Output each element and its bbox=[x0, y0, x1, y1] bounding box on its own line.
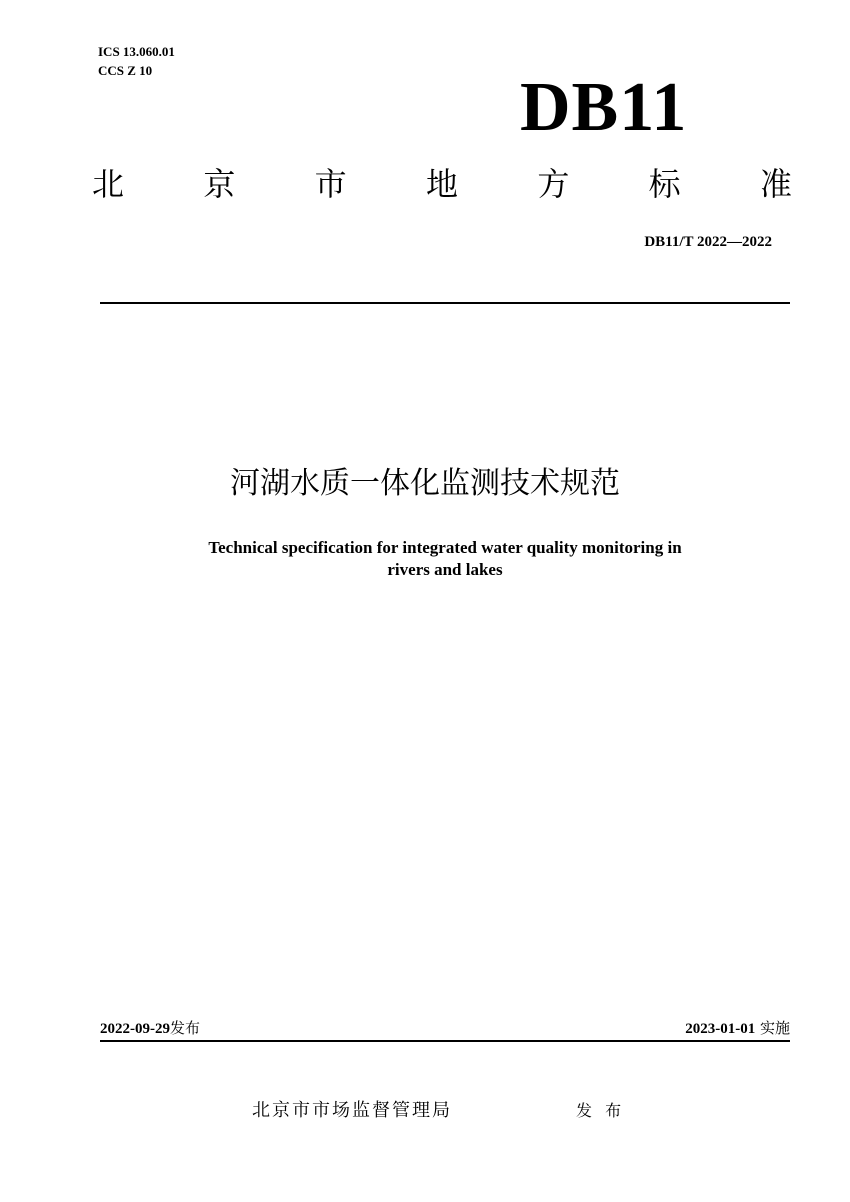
standard-name-char: 准 bbox=[759, 165, 792, 203]
standard-name-char: 地 bbox=[425, 165, 458, 203]
issue-label: 发布 bbox=[170, 1019, 201, 1037]
implementation-date: 2023-01-01 bbox=[685, 1021, 756, 1037]
top-divider bbox=[100, 302, 790, 304]
publisher-name: 北京市市场监督管理局 bbox=[252, 1100, 452, 1121]
standard-number: DB11/T 2022—2022 bbox=[644, 234, 772, 250]
document-title-english bbox=[100, 537, 790, 581]
issue-date-block bbox=[100, 1017, 200, 1040]
standard-name-char: 标 bbox=[648, 165, 681, 203]
bottom-divider bbox=[100, 1040, 790, 1042]
document-title-chinese: 河湖水质一体化监测技术规范 bbox=[230, 466, 620, 501]
publish-label: 发 布 bbox=[576, 1101, 626, 1120]
english-title-line-1: Technical specification for integrated water quality monitoring in bbox=[208, 538, 682, 557]
implementation-label: 实施 bbox=[759, 1019, 790, 1037]
issue-date: 2022-09-29 bbox=[100, 1021, 170, 1037]
ics-code: ICS 13.060.01 bbox=[98, 44, 175, 59]
implementation-date-block bbox=[685, 1017, 790, 1040]
ccs-code: CCS Z 10 bbox=[98, 63, 153, 78]
standard-name-char: 北 bbox=[92, 165, 125, 203]
english-title-line-2: rivers and lakes bbox=[387, 560, 503, 579]
classification-codes bbox=[98, 42, 175, 80]
standard-category-title bbox=[92, 162, 792, 206]
standard-name-char: 市 bbox=[314, 165, 347, 203]
standard-name-char: 方 bbox=[537, 165, 570, 203]
standard-name-char: 京 bbox=[203, 165, 236, 203]
db11-logo: DB11 bbox=[520, 69, 688, 146]
